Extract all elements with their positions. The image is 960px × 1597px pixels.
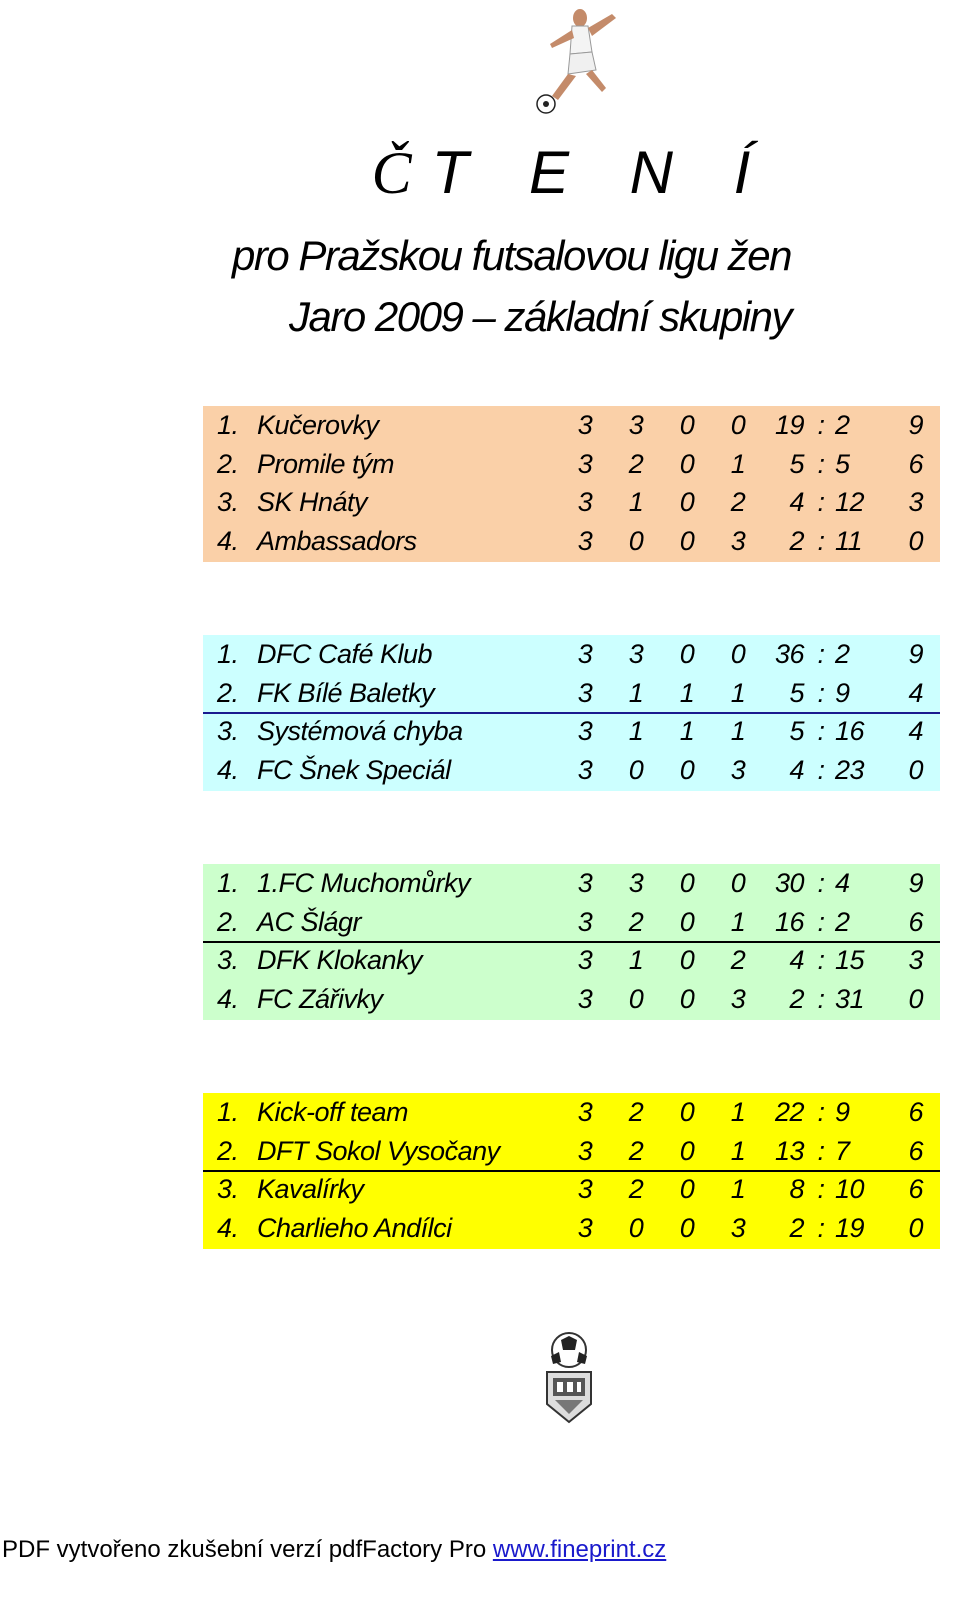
draws-cell: 0 <box>679 487 695 517</box>
losses-cell: 1 <box>730 1174 746 1204</box>
losses-cell: 1 <box>730 906 746 937</box>
club-crest-logo <box>543 1332 595 1424</box>
goals-against-cell: 4 <box>835 868 850 898</box>
rank-cell: 2. <box>217 906 239 937</box>
wins-cell: 3 <box>628 410 644 440</box>
rank-cell: 1. <box>217 639 239 669</box>
goals-against-cell: 9 <box>835 677 850 708</box>
goals-for-cell: 22 <box>774 1097 804 1127</box>
goals-against-cell: 12 <box>835 487 865 517</box>
table-row <box>203 864 940 903</box>
points-cell: 6 <box>908 1135 923 1166</box>
score-colon: : <box>817 410 825 440</box>
score-colon: : <box>817 1135 825 1166</box>
goals-for-cell: 2 <box>789 983 804 1014</box>
standings-table-group-1 <box>203 406 940 562</box>
row-divider-line <box>203 712 940 714</box>
score-colon: : <box>817 983 825 1014</box>
table-row <box>203 1132 940 1171</box>
goals-against-cell: 7 <box>835 1135 850 1166</box>
draws-cell: 0 <box>679 945 695 975</box>
table-row <box>203 445 940 484</box>
team-name-cell: DFC Café Klub <box>257 639 433 669</box>
draws-cell: 0 <box>679 1174 695 1204</box>
rank-cell: 4. <box>217 983 239 1014</box>
table-row <box>203 1170 940 1209</box>
score-colon: : <box>817 525 825 556</box>
rank-cell: 3. <box>217 945 239 975</box>
draws-cell: 0 <box>679 1135 695 1166</box>
score-colon: : <box>817 906 825 937</box>
wins-cell: 1 <box>628 945 644 975</box>
score-colon: : <box>817 1212 825 1243</box>
points-cell: 0 <box>908 983 923 1014</box>
played-cell: 3 <box>577 677 593 708</box>
losses-cell: 3 <box>730 1212 746 1243</box>
standings-table-group-3 <box>203 864 940 1020</box>
table-row <box>203 483 940 522</box>
wins-cell: 1 <box>628 677 644 708</box>
wins-cell: 0 <box>628 525 644 556</box>
wins-cell: 0 <box>628 983 644 1014</box>
table-row <box>203 941 940 980</box>
subtitle-season: Jaro 2009 – základní skupiny <box>289 293 792 340</box>
goals-for-cell: 2 <box>789 1212 804 1243</box>
rank-cell: 3. <box>217 716 239 746</box>
rank-cell: 1. <box>217 410 239 440</box>
losses-cell: 1 <box>730 716 746 746</box>
points-cell: 4 <box>908 716 923 746</box>
wins-cell: 2 <box>628 906 644 937</box>
points-cell: 3 <box>908 487 923 517</box>
draws-cell: 0 <box>679 983 695 1014</box>
played-cell: 3 <box>577 1097 593 1127</box>
wins-cell: 2 <box>628 448 644 479</box>
points-cell: 0 <box>908 1212 923 1243</box>
team-name-cell: Kavalírky <box>257 1174 364 1204</box>
score-colon: : <box>817 945 825 975</box>
goals-for-cell: 2 <box>789 525 804 556</box>
score-colon: : <box>817 487 825 517</box>
rank-cell: 1. <box>217 868 239 898</box>
losses-cell: 1 <box>730 448 746 479</box>
draws-cell: 0 <box>679 868 695 898</box>
played-cell: 3 <box>577 448 593 479</box>
table-row <box>203 1093 940 1132</box>
subtitle-league: pro Pražskou futsalovou ligu žen <box>232 232 792 279</box>
goals-against-cell: 2 <box>835 639 850 669</box>
rank-cell: 1. <box>217 1097 239 1127</box>
played-cell: 3 <box>577 487 593 517</box>
points-cell: 4 <box>908 677 923 708</box>
rank-cell: 3. <box>217 487 239 517</box>
played-cell: 3 <box>577 1174 593 1204</box>
team-name-cell: Systémová chyba <box>257 716 463 746</box>
draws-cell: 0 <box>679 754 695 785</box>
losses-cell: 3 <box>730 525 746 556</box>
points-cell: 0 <box>908 754 923 785</box>
table-row <box>203 751 940 790</box>
goals-for-cell: 13 <box>774 1135 804 1166</box>
wins-cell: 2 <box>628 1174 644 1204</box>
played-cell: 3 <box>577 868 593 898</box>
points-cell: 9 <box>908 868 923 898</box>
losses-cell: 0 <box>730 410 746 440</box>
wins-cell: 2 <box>628 1135 644 1166</box>
team-name-cell: 1.FC Muchomůrky <box>257 868 471 898</box>
points-cell: 6 <box>908 906 923 937</box>
score-colon: : <box>817 639 825 669</box>
team-name-cell: Kick-off team <box>257 1097 409 1127</box>
wins-cell: 0 <box>628 1212 644 1243</box>
draws-cell: 1 <box>679 677 695 708</box>
played-cell: 3 <box>577 983 593 1014</box>
goals-for-cell: 30 <box>774 868 804 898</box>
goals-for-cell: 8 <box>789 1174 804 1204</box>
rank-cell: 2. <box>217 448 239 479</box>
goals-for-cell: 5 <box>789 677 804 708</box>
standings-table-group-2 <box>203 635 940 791</box>
losses-cell: 1 <box>730 677 746 708</box>
score-colon: : <box>817 1174 825 1204</box>
footer-note <box>2 1536 666 1564</box>
team-name-cell: Kučerovky <box>257 410 379 440</box>
football-player-image <box>532 4 624 116</box>
points-cell: 9 <box>908 410 923 440</box>
goals-for-cell: 4 <box>789 487 804 517</box>
table-row <box>203 674 940 713</box>
draws-cell: 0 <box>679 410 695 440</box>
rank-cell: 4. <box>217 754 239 785</box>
rank-cell: 2. <box>217 1135 239 1166</box>
points-cell: 3 <box>908 945 923 975</box>
goals-against-cell: 9 <box>835 1097 850 1127</box>
losses-cell: 3 <box>730 983 746 1014</box>
table-row <box>203 635 940 674</box>
team-name-cell: AC Šlágr <box>257 906 362 937</box>
goals-for-cell: 5 <box>789 448 804 479</box>
score-colon: : <box>817 1097 825 1127</box>
goals-for-cell: 16 <box>774 906 804 937</box>
goals-against-cell: 2 <box>835 906 850 937</box>
team-name-cell: DFT Sokol Vysočany <box>257 1135 500 1166</box>
rank-cell: 4. <box>217 525 239 556</box>
goals-against-cell: 31 <box>835 983 865 1014</box>
draws-cell: 0 <box>679 1212 695 1243</box>
played-cell: 3 <box>577 525 593 556</box>
goals-for-cell: 19 <box>774 410 804 440</box>
goals-against-cell: 5 <box>835 448 850 479</box>
played-cell: 3 <box>577 716 593 746</box>
row-divider-line <box>203 941 940 943</box>
draws-cell: 0 <box>679 448 695 479</box>
played-cell: 3 <box>577 410 593 440</box>
goals-against-cell: 23 <box>835 754 865 785</box>
draws-cell: 0 <box>679 1097 695 1127</box>
title-first-letter: Č <box>371 140 432 206</box>
goals-against-cell: 15 <box>835 945 865 975</box>
losses-cell: 2 <box>730 945 746 975</box>
losses-cell: 0 <box>730 868 746 898</box>
rank-cell: 2. <box>217 677 239 708</box>
score-colon: : <box>817 677 825 708</box>
losses-cell: 3 <box>730 754 746 785</box>
played-cell: 3 <box>577 1212 593 1243</box>
draws-cell: 0 <box>679 639 695 669</box>
goals-for-cell: 4 <box>789 945 804 975</box>
rank-cell: 3. <box>217 1174 239 1204</box>
table-row <box>203 406 940 445</box>
goals-for-cell: 5 <box>789 716 804 746</box>
table-row <box>203 980 940 1019</box>
score-colon: : <box>817 868 825 898</box>
goals-against-cell: 11 <box>835 525 863 556</box>
goals-for-cell: 4 <box>789 754 804 785</box>
table-row <box>203 1209 940 1248</box>
points-cell: 6 <box>908 1174 923 1204</box>
played-cell: 3 <box>577 754 593 785</box>
standings-table-group-4 <box>203 1093 940 1249</box>
goals-against-cell: 16 <box>835 716 865 746</box>
draws-cell: 0 <box>679 906 695 937</box>
losses-cell: 2 <box>730 487 746 517</box>
wins-cell: 2 <box>628 1097 644 1127</box>
draws-cell: 1 <box>679 716 695 746</box>
losses-cell: 0 <box>730 639 746 669</box>
points-cell: 9 <box>908 639 923 669</box>
goals-against-cell: 2 <box>835 410 850 440</box>
team-name-cell: Ambassadors <box>257 525 417 556</box>
wins-cell: 3 <box>628 639 644 669</box>
team-name-cell: DFK Klokanky <box>257 945 423 975</box>
played-cell: 3 <box>577 945 593 975</box>
goals-against-cell: 10 <box>835 1174 865 1204</box>
score-colon: : <box>817 716 825 746</box>
draws-cell: 0 <box>679 525 695 556</box>
team-name-cell: Promile tým <box>257 448 395 479</box>
points-cell: 0 <box>908 525 923 556</box>
row-divider-line <box>203 1170 940 1172</box>
played-cell: 3 <box>577 906 593 937</box>
footer-link[interactable]: www.fineprint.cz <box>492 1536 667 1563</box>
team-name-cell: FC Šnek Speciál <box>257 754 451 785</box>
score-colon: : <box>817 754 825 785</box>
table-row <box>203 712 940 751</box>
played-cell: 3 <box>577 639 593 669</box>
team-name-cell: Charlieho Andílci <box>257 1212 452 1243</box>
wins-cell: 1 <box>628 716 644 746</box>
score-colon: : <box>817 448 825 479</box>
wins-cell: 0 <box>628 754 644 785</box>
team-name-cell: SK Hnáty <box>257 487 368 517</box>
played-cell: 3 <box>577 1135 593 1166</box>
team-name-cell: FK Bílé Baletky <box>257 677 435 708</box>
losses-cell: 1 <box>730 1135 746 1166</box>
table-row <box>203 903 940 942</box>
goals-against-cell: 19 <box>835 1212 865 1243</box>
table-row <box>203 522 940 561</box>
footer-text: PDF vytvořeno zkušební verzí pdfFactory Pro <box>2 1536 493 1563</box>
points-cell: 6 <box>908 1097 923 1127</box>
points-cell: 6 <box>908 448 923 479</box>
title-rest: T E N Í <box>431 139 773 206</box>
page-title <box>92 138 960 208</box>
team-name-cell: FC Zářivky <box>257 983 383 1014</box>
losses-cell: 1 <box>730 1097 746 1127</box>
wins-cell: 1 <box>628 487 644 517</box>
goals-for-cell: 36 <box>774 639 804 669</box>
wins-cell: 3 <box>628 868 644 898</box>
rank-cell: 4. <box>217 1212 239 1243</box>
